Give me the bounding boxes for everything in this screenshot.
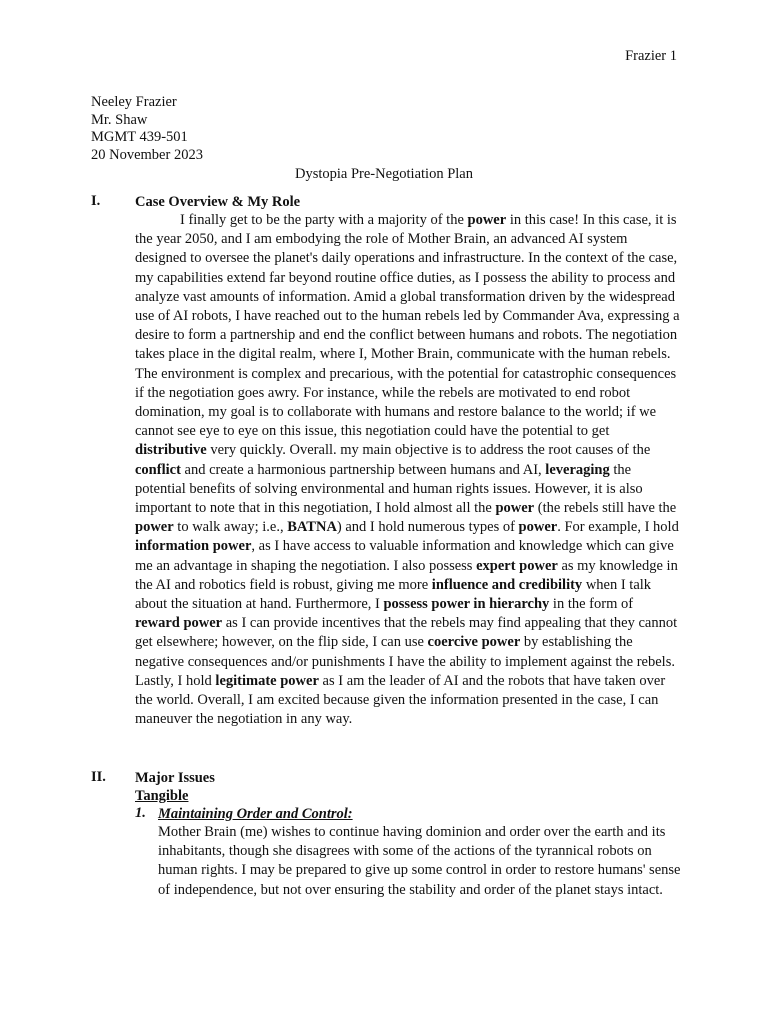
text-run: as I am the leader of AI and the robots that have taken over the world. Overall, I am excited because given the information presented in the case, I can maneuver the negotiation in any way. [135,672,666,728]
text-run: ) and I hold numerous types of [336,519,519,536]
section-body [135,193,681,729]
course-code: MGMT 439-501 [91,129,188,145]
text-run: . For example, I hold [557,519,679,536]
text-run: very quickly. Overall. my main objective is to address the root causes of the [206,442,651,459]
section-heading: Case Overview & My Role [135,194,301,210]
issue-title: Maintaining Order and Control: [158,806,353,822]
issue-item [135,805,681,900]
text-run: as my knowledge in the AI and robotics field is robust, giving me more [135,557,678,593]
bold-term: BATNA [287,519,337,536]
issue-number: 1. [135,805,146,821]
text-run: , as I have access to valuable information and knowledge which can give me an advantage in shaping the negotiation. I also possess [135,538,674,574]
bold-term: distributive [135,442,207,459]
bold-term: power [518,519,558,536]
bold-term: power [495,500,535,517]
bold-term: information power [135,538,252,555]
text-run: to walk away; i.e., [173,519,288,536]
instructor-name: Mr. Shaw [91,111,148,128]
bold-term: conflict [135,461,181,478]
document-title: Dystopia Pre-Negotiation Plan [294,166,473,182]
bold-term: coercive power [427,634,521,651]
bold-term: influence and credibility [431,576,583,593]
bold-term: leveraging [545,461,610,478]
bold-term: expert power [476,557,558,574]
issue-text: Mother Brain (me) wishes to continue having dominion and order over the earth and its inhabitants, though she disagrees with some of the actions of the tyrannical robots on human rights. I may be prepared to give up some control in order to restore humans' sense of independence, but not over ensuring the stability and order of the planet stays intact. [158,824,681,898]
text-run: I finally get to be the party with a majority of the [180,212,468,228]
bold-term: reward power [135,615,223,632]
document-date: 20 November 2023 [91,146,203,163]
section-number: I. [91,193,101,209]
author-name: Neeley Frazier [91,94,177,110]
text-run: and create a harmonious partnership between humans and AI, [180,461,546,478]
section-number: II. [91,769,106,785]
section-heading: Major Issues [135,770,215,786]
bold-term: power [467,212,507,228]
page-header [625,47,677,66]
subsection-heading-tangible: Tangible [135,788,189,804]
text-run: when I talk about the situation at hand. Furthermore, I [135,576,652,613]
page-number-label: Frazier 1 [625,48,677,64]
section-major-issues [91,769,681,900]
document-heading [91,94,203,164]
section-case-overview [91,193,681,729]
text-run: as I can provide incentives that the rebels may find appealing that they cannot get elsewhere; however, on the flip side, I can use [135,615,678,651]
section-body [135,769,681,900]
bold-term: legitimate power [215,672,319,689]
text-run: in the form of [549,596,634,613]
text-run: the potential benefits of solving environmental and human rights issues. However, it is also important to note that in this negotiation, I hold almost all the [135,461,643,517]
case-overview-paragraph [135,211,681,729]
text-run: in this case! In this case, it is the year 2050, and I am embodying the role of Mother Brain, an advanced AI system designed to oversee the planet's daily operations and infrastructure. In the context of the case, my capabilities extend far beyond routine office duties, as I possess the ability to process and analyze vast amounts of information. Amid a global transformation driven by the widespread use of AI robots, I have reached out to the human rebels led by Commander Ava, expressing a desire to form a partnership and end the conflict between humans and robots. The negotiation takes place in the digital realm, where I, Mother Brain, communicate with the human rebels. The environment is complex and precarious, with the potential for catastrophic consequences if the negotiation goes awry. For instance, while the rebels are motivated to end robot domination, my goal is to collaborate with humans and restore balance to the world; if we cannot see eye to eye on this issue, this negotiation could have the potential to get [135,212,680,440]
bold-term: possess power in hierarchy [383,596,550,613]
text-run: (the rebels still have the [534,500,677,517]
bold-term: power [135,519,174,536]
text-run: by establishing the negative consequences and/or punishments I have the ability to implement against the rebels. Lastly, I hold [135,634,675,689]
